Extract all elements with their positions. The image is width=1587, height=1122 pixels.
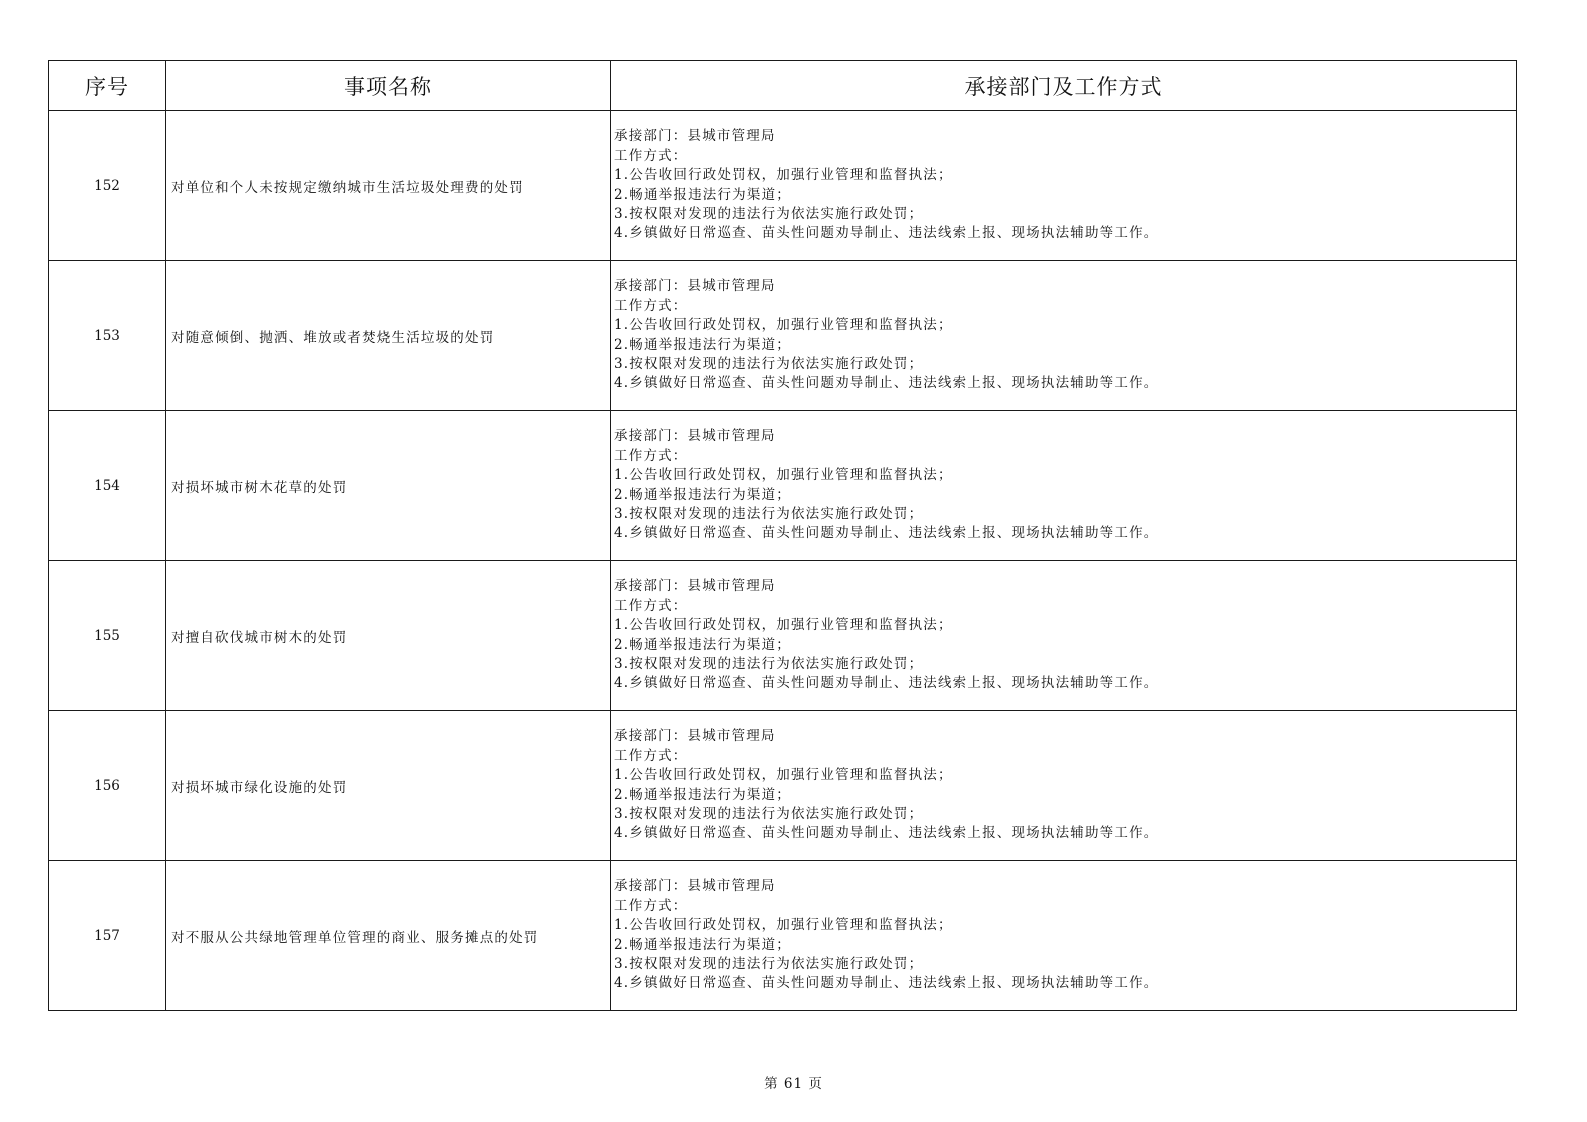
serial-number-cell: 156 (49, 711, 166, 861)
item-name-cell: 对不服从公共绿地管理单位管理的商业、服务摊点的处罚 (166, 861, 611, 1011)
department-method-line: 工作方式： (614, 897, 688, 914)
department-method-line: 1.公告收回行政处罚权，加强行业管理和监督执法； (614, 617, 953, 634)
serial-number-cell: 153 (49, 261, 166, 411)
department-method-line: 3.按权限对发现的违法行为依法实施行政处罚； (614, 655, 924, 672)
department-method-line: 4.乡镇做好日常巡查、苗头性问题劝导制止、违法线索上报、现场执法辅助等工作。 (614, 975, 1159, 992)
department-method-cell (611, 711, 1517, 861)
department-method-line: 4.乡镇做好日常巡查、苗头性问题劝导制止、违法线索上报、现场执法辅助等工作。 (614, 225, 1159, 242)
department-method-cell (611, 111, 1517, 261)
table-row (49, 111, 1517, 261)
header-item-name: 事项名称 (166, 61, 611, 111)
serial-number-cell: 157 (49, 861, 166, 1011)
department-method-line: 2.畅通举报违法行为渠道； (614, 336, 791, 353)
table-row (49, 561, 1517, 711)
department-method-line: 4.乡镇做好日常巡查、苗头性问题劝导制止、违法线索上报、现场执法辅助等工作。 (614, 675, 1159, 692)
department-method-cell (611, 861, 1517, 1011)
department-method-line: 3.按权限对发现的违法行为依法实施行政处罚； (614, 955, 924, 972)
table-header-row (49, 61, 1517, 111)
header-department-and-method: 承接部门及工作方式 (611, 61, 1517, 111)
department-method-line: 承接部门：县城市管理局 (614, 428, 776, 445)
department-method-line: 2.畅通举报违法行为渠道； (614, 186, 791, 203)
department-method-line: 2.畅通举报违法行为渠道； (614, 786, 791, 803)
department-method-line: 工作方式： (614, 747, 688, 764)
department-method-line: 3.按权限对发现的违法行为依法实施行政处罚； (614, 355, 924, 372)
department-method-line: 承接部门：县城市管理局 (614, 278, 776, 295)
page-number: 第 61 页 (764, 1076, 823, 1092)
table-row (49, 861, 1517, 1011)
table-row (49, 711, 1517, 861)
department-method-line: 2.畅通举报违法行为渠道； (614, 936, 791, 953)
department-method-line: 4.乡镇做好日常巡查、苗头性问题劝导制止、违法线索上报、现场执法辅助等工作。 (614, 525, 1159, 542)
department-method-line: 1.公告收回行政处罚权，加强行业管理和监督执法； (614, 317, 953, 334)
department-method-line: 承接部门：县城市管理局 (614, 878, 776, 895)
items-table (48, 60, 1517, 1011)
department-method-line: 3.按权限对发现的违法行为依法实施行政处罚； (614, 505, 924, 522)
department-method-line: 3.按权限对发现的违法行为依法实施行政处罚； (614, 805, 924, 822)
department-method-line: 2.畅通举报违法行为渠道； (614, 636, 791, 653)
department-method-line: 4.乡镇做好日常巡查、苗头性问题劝导制止、违法线索上报、现场执法辅助等工作。 (614, 375, 1159, 392)
serial-number-cell: 155 (49, 561, 166, 711)
table-row (49, 261, 1517, 411)
department-method-cell (611, 411, 1517, 561)
department-method-line: 工作方式： (614, 297, 688, 314)
department-method-line: 承接部门：县城市管理局 (614, 578, 776, 595)
department-method-line: 2.畅通举报违法行为渠道； (614, 486, 791, 503)
item-name-cell: 对随意倾倒、抛洒、堆放或者焚烧生活垃圾的处罚 (166, 261, 611, 411)
serial-number-cell: 154 (49, 411, 166, 561)
department-method-line: 承接部门：县城市管理局 (614, 128, 776, 145)
department-method-line: 1.公告收回行政处罚权，加强行业管理和监督执法； (614, 767, 953, 784)
department-method-line: 3.按权限对发现的违法行为依法实施行政处罚； (614, 205, 924, 222)
department-method-cell (611, 261, 1517, 411)
department-method-line: 1.公告收回行政处罚权，加强行业管理和监督执法； (614, 467, 953, 484)
department-method-line: 承接部门：县城市管理局 (614, 728, 776, 745)
header-serial-number: 序号 (49, 61, 166, 111)
item-name-cell: 对损坏城市树木花草的处罚 (166, 411, 611, 561)
department-method-line: 工作方式： (614, 447, 688, 464)
department-method-cell (611, 561, 1517, 711)
item-name-cell: 对损坏城市绿化设施的处罚 (166, 711, 611, 861)
serial-number-cell: 152 (49, 111, 166, 261)
department-method-line: 4.乡镇做好日常巡查、苗头性问题劝导制止、违法线索上报、现场执法辅助等工作。 (614, 825, 1159, 842)
department-method-line: 1.公告收回行政处罚权，加强行业管理和监督执法； (614, 167, 953, 184)
item-name-cell: 对单位和个人未按规定缴纳城市生活垃圾处理费的处罚 (166, 111, 611, 261)
table-body (49, 111, 1517, 1011)
item-name-cell: 对擅自砍伐城市树木的处罚 (166, 561, 611, 711)
department-method-line: 1.公告收回行政处罚权，加强行业管理和监督执法； (614, 917, 953, 934)
department-method-line: 工作方式： (614, 597, 688, 614)
department-method-line: 工作方式： (614, 147, 688, 164)
table-row (49, 411, 1517, 561)
